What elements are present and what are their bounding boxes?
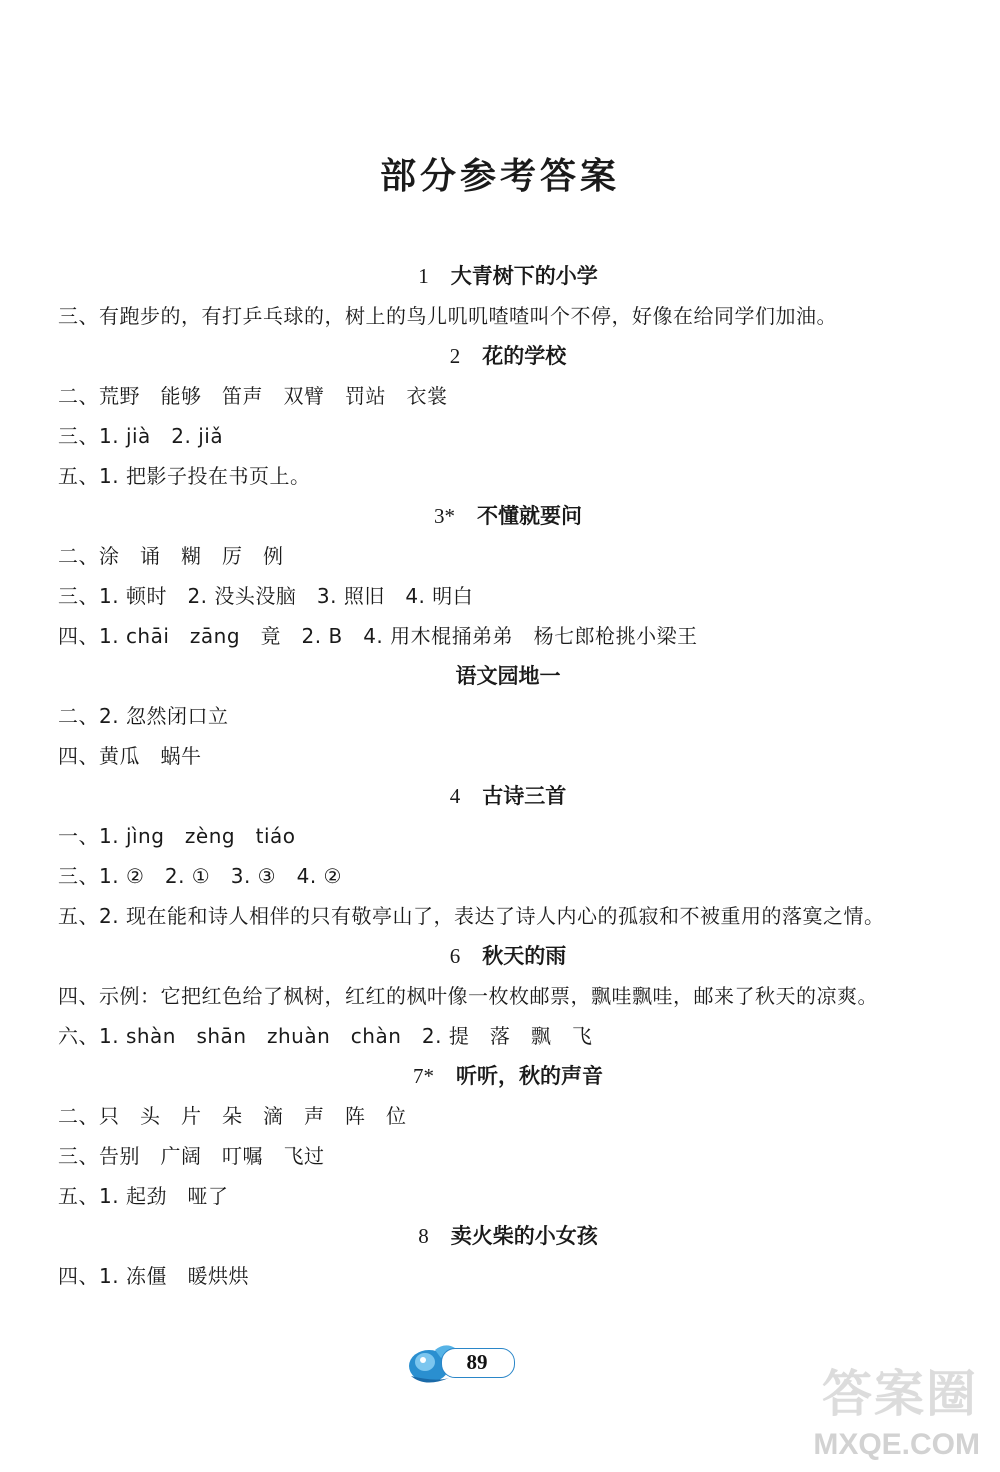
watermark xyxy=(756,1354,986,1464)
answer-line: 二、只 头 片 朵 滴 声 阵 位 xyxy=(58,1104,407,1128)
section-title: 不懂就要问 xyxy=(477,504,582,528)
answer-line: 二、涂 诵 糊 厉 例 xyxy=(58,544,284,568)
section-number: 3* xyxy=(434,504,455,528)
page-title: 部分参考答案 xyxy=(379,156,620,197)
section-number: 8 xyxy=(418,1224,429,1248)
answer-line: 五、2. 现在能和诗人相伴的只有敬亭山了，表达了诗人内心的孤寂和不被重用的落寞之情。 xyxy=(58,904,885,928)
section-number: 2 xyxy=(449,344,461,368)
answer-line: 四、1. chāi zāng 竟 2. B 4. 用木棍捅弟弟 杨七郎枪挑小梁王 xyxy=(58,624,698,648)
section-title: 花的学校 xyxy=(482,344,567,368)
answer-line: 一、1. jìng zèng tiáo xyxy=(58,824,296,848)
answer-line: 三、告别 广阔 叮嘱 飞过 xyxy=(58,1144,325,1168)
watermark-logo: 答案圈 xyxy=(822,1365,978,1423)
section-heading xyxy=(58,776,958,816)
answer-line: 四、1. 冻僵 暖烘烘 xyxy=(58,1264,249,1288)
section-title: 大青树下的小学 xyxy=(450,264,598,288)
section-heading xyxy=(58,336,958,376)
section-heading xyxy=(58,496,958,536)
section-number: 1 xyxy=(418,264,429,288)
section-heading xyxy=(58,1056,958,1096)
answer-line: 四、黄瓜 蜗牛 xyxy=(58,744,202,768)
answer-line: 二、2. 忽然闭口立 xyxy=(58,704,229,728)
answer-line: 三、1. 顿时 2. 没头没脑 3. 照旧 4. 明白 xyxy=(58,584,474,608)
section-heading xyxy=(58,656,958,696)
section-title: 卖火柴的小女孩 xyxy=(450,1224,598,1248)
answer-content xyxy=(58,256,958,1296)
section-title: 听听，秋的声音 xyxy=(456,1064,603,1088)
answer-line: 五、1. 把影子投在书页上。 xyxy=(58,464,311,488)
page-footer xyxy=(405,1330,515,1390)
section-heading xyxy=(58,1216,958,1256)
answer-line: 二、荒野 能够 笛声 双臂 罚站 衣裳 xyxy=(58,384,448,408)
answer-line: 五、1. 起劲 哑了 xyxy=(58,1184,229,1208)
section-number: 6 xyxy=(449,944,461,968)
answer-line: 四、示例：它把红色给了枫树，红红的枫叶像一枚枚邮票，飘哇飘哇，邮来了秋天的凉爽。 xyxy=(58,984,878,1008)
section-number: 7* xyxy=(413,1064,434,1088)
section-title: 秋天的雨 xyxy=(482,944,567,968)
answer-line: 六、1. shàn shān zhuàn chàn 2. 提 落 飘 飞 xyxy=(58,1024,593,1048)
watermark-url: MXQE.COM xyxy=(813,1428,980,1461)
answer-line: 三、1. ② 2. ① 3. ③ 4. ② xyxy=(58,864,342,888)
section-number: 4 xyxy=(449,784,461,808)
page-number: 89 xyxy=(466,1350,488,1374)
answer-line: 三、有跑步的，有打乒乓球的，树上的鸟儿叽叽喳喳叫个不停，好像在给同学们加油。 xyxy=(58,304,837,328)
section-heading xyxy=(58,936,958,976)
section-title: 语文园地一 xyxy=(455,664,561,688)
section-title: 古诗三首 xyxy=(482,784,567,808)
section-heading xyxy=(58,256,958,296)
answer-line: 三、1. jià 2. jiǎ xyxy=(58,424,224,448)
